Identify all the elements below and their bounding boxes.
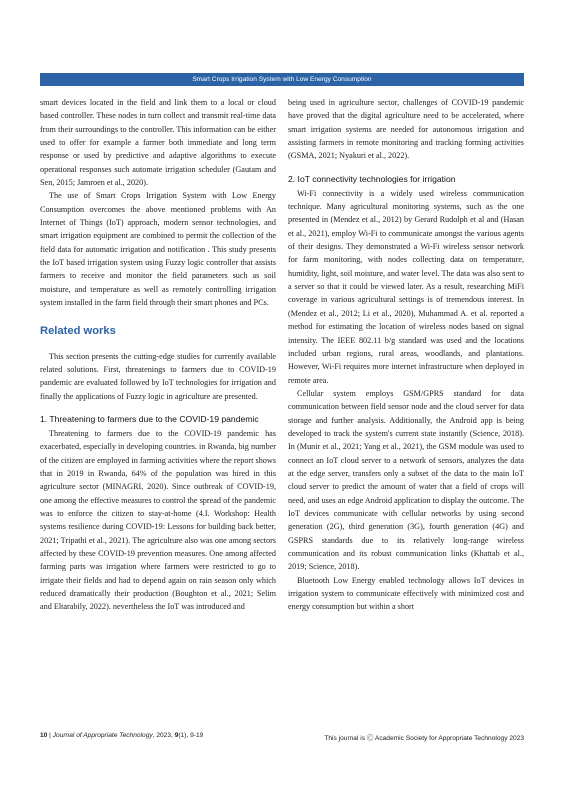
footer-citation	[40, 732, 203, 739]
journal-name: Journal of Appropriate Technology	[52, 732, 153, 739]
volume: 9	[174, 732, 179, 739]
paragraph: Wi-Fi connectivity is a widely used wireless communication technique. Many agricultural monitoring systems, such as the one presented in (Mendez et al., 2012) by Gerard Rudolph et al and (Hasan et al., 2021), employ Wi-Fi to communicate amongst the various agents of their designs. They demonstrated a Wi-Fi wireless sensor network for farm monitoring, with nodes collecting data on temperature, humidity, light, soil moisture, and water level. The data was also sent to a server so that it could be viewed later. As a result, researching MiFi coverage in various agricultural settings is of tremendous interest. In (Mendez et al., 2012; Li et al., 2020), Muhammad A. et al. reported a method for estimating the location of wireless nodes based on signal intensity. The IEEE 802.11 b/g standard was used and the locations included urban regions, rural areas, woodlands, and plantations. However, Wi-Fi requires more internet infrastructure when deployed in remote area.	[288, 188, 524, 385]
paragraph: The use of Smart Crops Irrigation System with Low Energy Consumption overcomes the above mentioned problems with An Internet of Things (IoT) approach, modern sensor technologies, and smart irrigation equipment are combined to permit the collection of the field data for automatic irrigation and notification . This study presents the IoT based irrigation system using Fuzzy logic controller that assists farmers to receive and monitor the field parameters such as soil moisture, and temperature as well as remotely controlling irrigation system installed in the farm field through their smart phones and PCs.	[40, 191, 276, 308]
paragraph: Bluetooth Low Energy enabled technology allows IoT devices in irrigation system to communicate effectively with minimized cost and energy consumption but within a short	[288, 575, 524, 612]
page-number: 10	[40, 732, 48, 739]
running-header	[40, 73, 524, 86]
running-title: Smart Crops Irrigation System with Low Energy Consumption	[192, 76, 372, 83]
footer-year: , 2023,	[152, 732, 175, 739]
left-column	[40, 96, 276, 614]
issue-pages: (1), 9-19	[178, 732, 204, 739]
footer-separator: |	[47, 732, 53, 739]
section-heading: Related works	[40, 324, 116, 337]
paragraph: Threatening to farmers due to the COVID-19 pandemic has exacerbated, especially in developing countries. in Rwanda, big number of the citizen are employed in farming activities where the report shows that in 2019 in Rwanda, 64% of the population was hired in this agriculture sector (MINAGRI, 2020). Since outbreak of COVID-19, one among the effective measures to control the spread of the pandemic was to enforce the citizen to stay-at-home (4.I. Workshop: Health systems resilience during COVID-19: Lessons for building back better, 2021; Tripathi et al., 2021). The agriculture also was one among sectors affected by these COVID-19 prevention measures. One among affected farming parts was irrigation where farmers were restricted to go to irrigate their fields and had to depend again on rain season only which reduced dramatically their production (Boughton et al., 2021; Selim and Eltarabily, 2022). nevertheless the IoT was introduced and	[40, 428, 276, 612]
subsection-heading: 1. Threatening to farmers due to the COVID-19 pandemic	[40, 413, 259, 424]
paragraph: being used in agriculture sector, challenges of COVID-19 pandemic have proved that the digital agriculture need to be accelerated, where smart irrigation systems are needed for autonomous irrigation and assisting farmers in remote monitoring and tracking forming activities (GSMA, 2021; Nyakuri et al., 2022).	[288, 98, 524, 161]
paragraph: This section presents the cutting-edge studies for currently available related solutions. First, threatenings to farmers due to COVID-19 pandemic are evaluated followed by IoT technologies for irrigation and finally the applications of Fuzzy logic in agriculture are presented.	[40, 351, 276, 401]
right-column	[288, 96, 524, 614]
paragraph: smart devices located in the field and link them to a local or cloud based controller. These nodes in turn collect and transmit real-time data from their surroundings to the controller. This information can be either used to offer for example a farmer both immediate and long term response or used by predictive and adaptive algorithms to execute operational responses such automate irrigation scheduler (Gautam and Sen, 2015; Jamroen et al., 2020).	[40, 98, 276, 188]
subsection-heading: 2. IoT connectivity technologies for irrigation	[288, 173, 456, 184]
footer-copyright: This journal is Ⓒ Academic Society for Appropriate Technology 2023	[324, 735, 524, 742]
paragraph: Cellular system employs GSM/GPRS standard for data communication between field sensor node and the cloud server for data storage and further analysis. Additionally, the Android app is being developed to track the system's current state instantly (Science, 2018). In (Munir et al., 2021; Yang et al., 2021), the GSM module was used to connect an IoT cloud server to a network of sensors, analyzes the data at the edge server, transfers only a subset of the data to the main IoT cloud server to predict the amount of water that a field of crops will need, and uses an edge Android application to display the outcome. The IoT devices communicate with cellular networks by using second generation (2G), third generation (3G), fourth generation (4G) and GSPRS standards due to its relatively long-range wireless communication and its robust communication links (Khattab et al., 2019; Science, 2018).	[288, 388, 524, 572]
